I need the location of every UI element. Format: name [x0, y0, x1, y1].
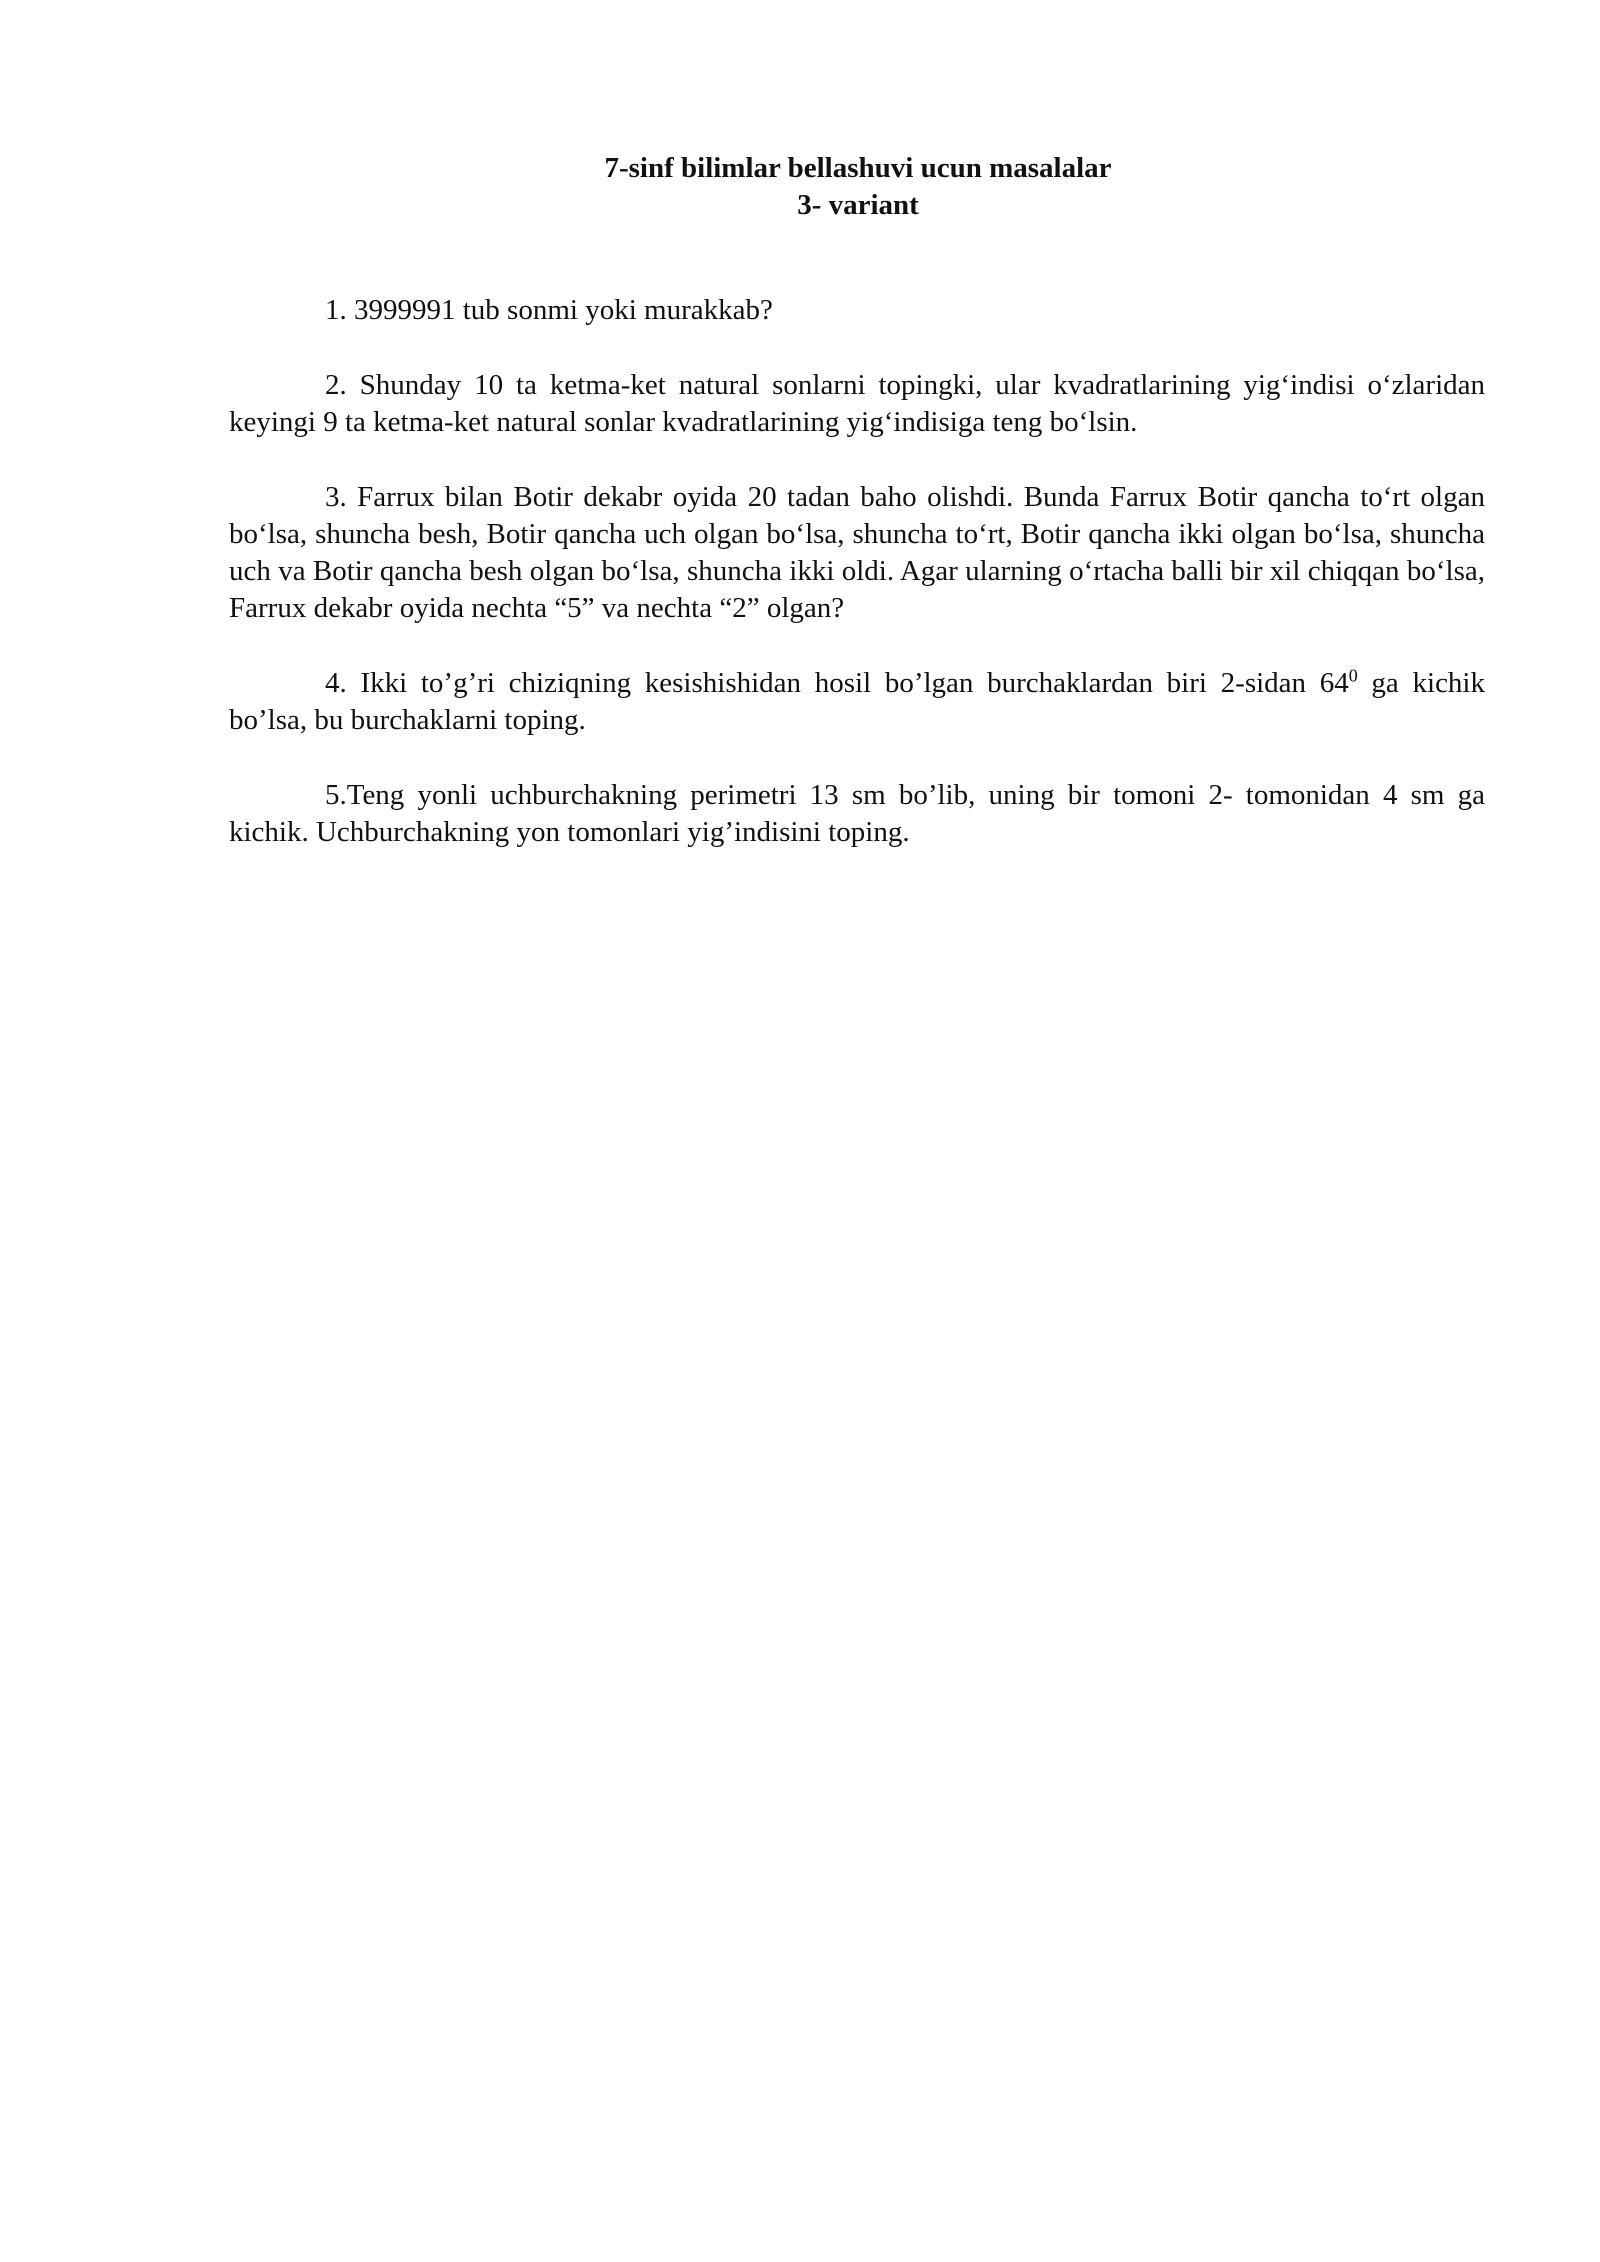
problem-4-text-after: ga kichik bo’lsa, bu burchaklarni toping.: [229, 667, 1485, 736]
degree-superscript: 0: [1348, 665, 1358, 686]
document-header: [0, 150, 1600, 224]
document-title: 7-sinf bilimlar bellashuvi ucun masalalar: [604, 152, 1112, 184]
problem-4: [229, 665, 1485, 739]
problem-4-text-before: 4. Ikki to’g’ri chiziqning kesishishidan hosil bo’lgan burchaklardan biri 2-sidan 64: [325, 667, 1349, 699]
variant-label: 3- variant: [797, 189, 919, 221]
problem-1: 1. 3999991 tub sonmi yoki murakkab?: [325, 294, 773, 326]
problem-5: 5.Teng yonli uchburchakning perimetri 13 sm bo’lib, uning bir tomoni 2- tomonidan 4 sm ga kichik. Uchburchakning yon tomonlari yig’indisini toping.: [229, 779, 1485, 848]
problem-2: 2. Shunday 10 ta ketma-ket natural sonlarni topingki, ular kvadratlarining yig‘indisi o‘zlaridan keyingi 9 ta ketma-ket natural sonlar kvadratlarining yig‘indisiga teng bo‘lsin.: [229, 369, 1485, 438]
problems-list: [229, 292, 1485, 851]
problem-3: 3. Farrux bilan Botir dekabr oyida 20 tadan baho olishdi. Bunda Farrux Botir qancha to‘rt olgan bo‘lsa, shuncha besh, Botir qancha uch olgan bo‘lsa, shuncha to‘rt, Botir qancha ikki olgan bo‘lsa, shuncha uch va Botir qancha besh olgan bo‘lsa, shuncha ikki oldi. Agar ularning o‘rtacha balli bir xil chiqqan bo‘lsa, Farrux dekabr oyida nechta “5” va nechta “2” olgan?: [229, 481, 1485, 624]
